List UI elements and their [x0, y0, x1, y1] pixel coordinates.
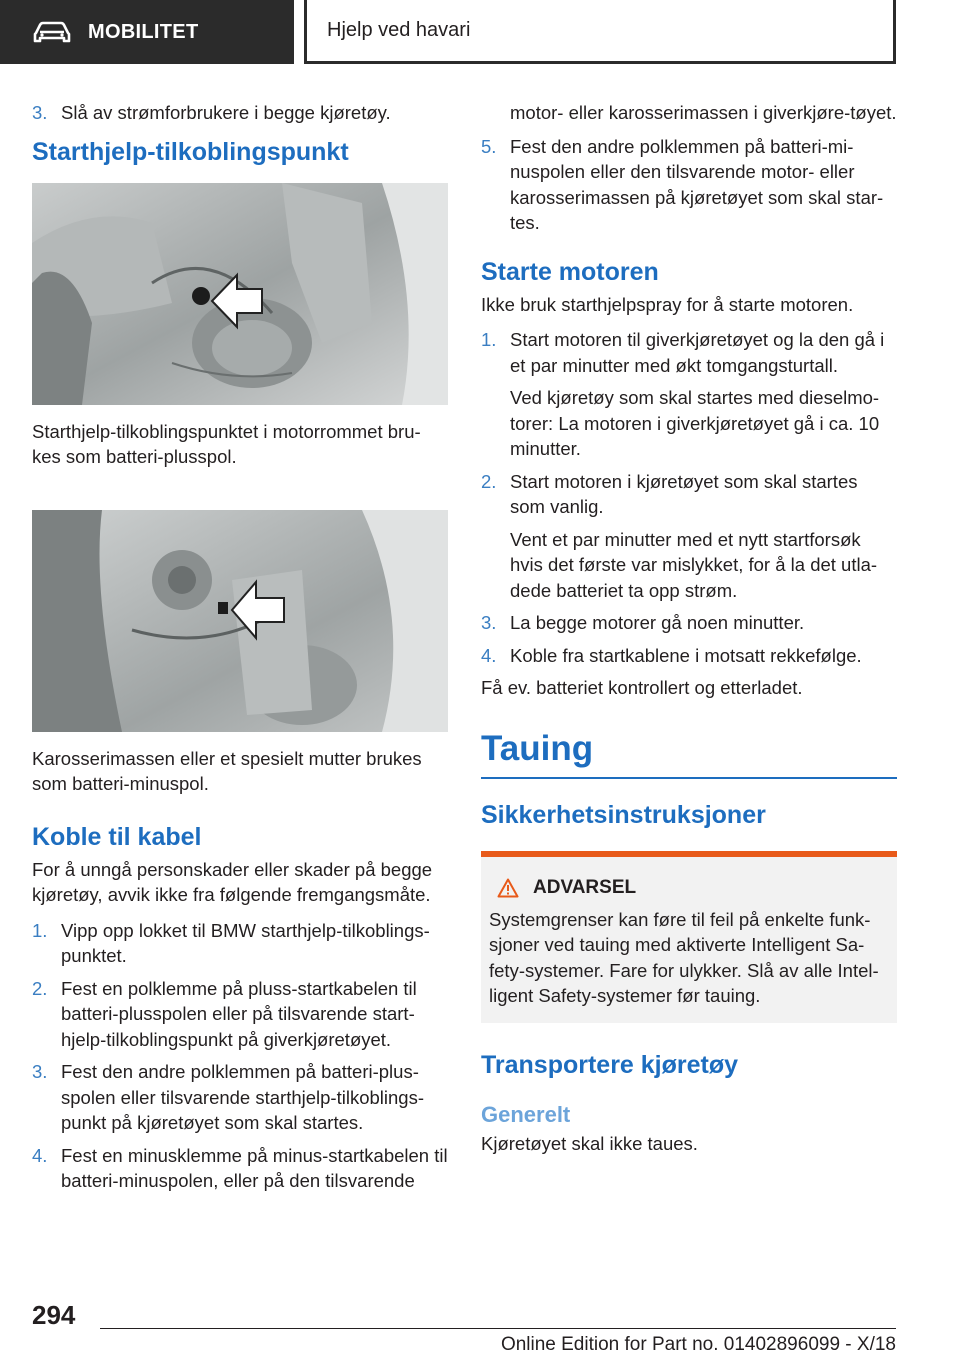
- step-number: 5.: [481, 135, 497, 157]
- connect-intro: For å unngå personskader eller skader på begge kjøretøy, avvik ikke fra følgende fremgangsmåte.: [32, 858, 433, 905]
- page-number: 294: [32, 1300, 76, 1330]
- step-number: 1.: [481, 329, 497, 350]
- step-number: 2.: [481, 470, 497, 492]
- list-item: [481, 327, 897, 462]
- top-step-list: [32, 100, 448, 126]
- car-icon: [32, 19, 72, 45]
- general-text: Kjøretøyet skal ikke taues.: [481, 1132, 698, 1154]
- step-text: Koble fra startkablene i motsatt rekkefølge.: [510, 644, 862, 666]
- step-text: Fest den andre polklemmen på batteri-mi-nuspolen eller den tilsvarende motor- eller karosserimassen på kjøretøyet som skal star-tes.: [510, 135, 884, 233]
- step-number: 3.: [481, 612, 497, 633]
- left-column: [32, 100, 448, 1201]
- list-item: [32, 100, 448, 126]
- engine-bay-photo-positive: [32, 183, 448, 405]
- step-note: Ved kjøretøy som skal startes med dieselmo-torer: La motoren i giverkjøretøyet gå i ca. 10 minutter.: [510, 387, 880, 459]
- footer-edition: Online Edition for Part no. 01402896099 - X/18: [500, 1334, 896, 1355]
- step-number: 1.: [32, 919, 48, 941]
- step-text: La begge motorer gå noen minutter.: [510, 612, 805, 633]
- heading-jumpstart-point: Starthjelp-tilkoblingspunkt: [32, 137, 349, 166]
- start-steps: [481, 327, 897, 668]
- step-number: 2.: [32, 977, 48, 999]
- chapter-title: Hjelp ved havari: [327, 19, 471, 41]
- list-item: [32, 918, 448, 969]
- list-item: [481, 643, 897, 669]
- heading-connect-cable: Koble til kabel: [32, 822, 202, 851]
- step-number: 3.: [32, 1061, 48, 1082]
- list-item: [32, 1059, 448, 1136]
- step-text: Start motoren i kjøretøyet som skal startes som vanlig.: [510, 470, 858, 517]
- footer-divider: [100, 1328, 896, 1329]
- right-column: [481, 100, 897, 1156]
- engine-bay-photo-negative: [32, 510, 448, 732]
- caption-negative: Karosserimassen eller et spesielt mutter brukes som batteri-minuspol.: [32, 747, 422, 794]
- heading-towing: Tauing: [481, 727, 897, 779]
- step-number: 4.: [481, 644, 497, 666]
- step-note: Vent et par minutter med et nytt startforsøk hvis det første var mislykket, for å la det utla-dede batteriet ta opp strøm.: [510, 528, 878, 601]
- warning-text: Systemgrenser kan føre til feil på enkelte funk-sjoner ved tauing med aktiverte Intelligent Sa-fety-systemer. Fare for ulykker. Slå av alle Intel-ligent Safety-systemer før tauing.: [489, 908, 879, 1006]
- step-text: Slå av strømforbrukere i begge kjøretøy.: [61, 102, 391, 123]
- connect-steps: [32, 918, 448, 1194]
- step-text: Vipp opp lokket til BMW starthjelp-tilkoblings-punktet.: [61, 919, 430, 966]
- step-number: 4.: [32, 1144, 48, 1166]
- heading-general: Generelt: [481, 1101, 571, 1127]
- list-item: [481, 469, 897, 604]
- warning-title: [497, 877, 887, 899]
- start-intro: Ikke bruk starthjelpspray for å starte motoren.: [481, 293, 854, 315]
- step-text: Fest en polklemme på pluss-startkabelen til batteri-plusspolen eller på tilsvarende start-hjelp-tilkoblingspunkt på giverkjøretøyet.: [61, 977, 417, 1050]
- start-outro: Få ev. batteriet kontrollert og etterladet.: [481, 677, 803, 698]
- caption-positive: Starthjelp-tilkoblingspunktet i motorrommet bru-kes som batteri-plusspol.: [32, 420, 421, 467]
- warning-triangle-icon: [497, 878, 519, 898]
- section-title: MOBILITET: [88, 20, 199, 43]
- warning-label: ADVARSEL: [533, 876, 637, 898]
- step-text: Start motoren til giverkjøretøyet og la den gå i et par minutter med økt tomgangsturtall.: [510, 329, 885, 376]
- list-item: [481, 610, 897, 636]
- heading-safety: Sikkerhetsinstruksjoner: [481, 800, 766, 829]
- list-item: [481, 134, 897, 236]
- step-text: Fest en minusklemme på minus-startkabelen til batteri-minuspolen, eller på den tilsvarende: [61, 1144, 448, 1191]
- list-item: [32, 976, 448, 1053]
- heading-transport: Transportere kjøretøy: [481, 1050, 739, 1079]
- step-text: Fest den andre polklemmen på batteri-plus-spolen eller tilsvarende starthjelp-tilkoblings-punkt på kjøretøyet som skal startes.: [61, 1061, 424, 1133]
- list-item: [32, 1143, 448, 1194]
- header-chapter-tab: [304, 0, 896, 64]
- step-number: 3.: [32, 102, 48, 123]
- warning-box: [481, 851, 897, 1023]
- header-section-tab: [0, 0, 298, 64]
- step-continuation: motor- eller karosserimassen i giverkjøre-tøyet.: [510, 102, 897, 123]
- connect-steps-continued: [481, 134, 897, 236]
- heading-start-engine: Starte motoren: [481, 257, 659, 286]
